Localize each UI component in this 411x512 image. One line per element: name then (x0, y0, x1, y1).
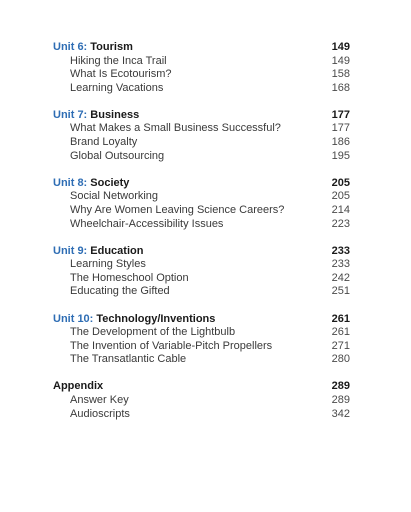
lesson-entry[interactable] (53, 326, 350, 340)
unit-title (53, 109, 139, 123)
unit-number-label: Unit 9: (53, 244, 91, 257)
appendix-entry-title: Audioscripts (70, 407, 130, 420)
lesson-entry[interactable] (53, 218, 350, 232)
table-of-contents (53, 41, 350, 435)
lesson-entry[interactable] (53, 190, 350, 204)
lesson-page-number: 149 (331, 54, 350, 67)
toc-appendix (53, 380, 350, 421)
lesson-page-number: 251 (331, 285, 350, 298)
appendix-entry[interactable] (53, 394, 350, 408)
appendix-entry-title: Answer Key (70, 393, 129, 406)
lesson-title: Brand Loyalty (70, 136, 138, 149)
lesson-page-number: 186 (331, 136, 350, 149)
appendix-page-number: 289 (331, 380, 350, 393)
unit-page-number: 177 (331, 108, 350, 121)
lesson-entry[interactable] (53, 285, 350, 299)
lesson-page-number: 168 (331, 81, 350, 94)
lesson-title: The Homeschool Option (70, 271, 189, 284)
unit-name: Business (90, 108, 140, 121)
lesson-page-number: 261 (331, 326, 350, 339)
lesson-title: The Invention of Variable-Pitch Propellers (70, 339, 273, 352)
lesson-page-number: 205 (331, 190, 350, 203)
lesson-entry[interactable] (53, 272, 350, 286)
appendix-title: Appendix (53, 380, 104, 393)
lesson-title: The Development of the Lightbulb (70, 326, 236, 339)
lesson-entry[interactable] (53, 353, 350, 367)
toc-unit-7 (53, 109, 350, 163)
unit-heading[interactable] (53, 245, 350, 259)
lesson-page-number: 271 (331, 339, 350, 352)
unit-number-label: Unit 8: (53, 176, 91, 189)
appendix-entry-page-number: 342 (331, 407, 350, 420)
toc-unit-8 (53, 177, 350, 231)
lesson-page-number: 195 (331, 149, 350, 162)
unit-page-number: 233 (331, 244, 350, 257)
unit-title (53, 245, 143, 259)
unit-number-label: Unit 7: (53, 108, 91, 121)
toc-unit-6 (53, 41, 350, 95)
unit-number-label: Unit 6: (53, 41, 91, 53)
unit-title (53, 313, 215, 327)
unit-name: Education (90, 244, 144, 257)
toc-unit-9 (53, 245, 350, 299)
lesson-entry[interactable] (53, 258, 350, 272)
lesson-page-number: 223 (331, 217, 350, 230)
lesson-page-number: 233 (331, 258, 350, 271)
lesson-entry[interactable] (53, 150, 350, 164)
lesson-entry[interactable] (53, 122, 350, 136)
unit-page-number: 205 (331, 176, 350, 189)
unit-name: Tourism (90, 41, 133, 53)
lesson-title: Why Are Women Leaving Science Careers? (70, 203, 285, 216)
unit-heading[interactable] (53, 109, 350, 123)
lesson-entry[interactable] (53, 68, 350, 82)
unit-name: Technology/Inventions (96, 312, 216, 325)
appendix-entry[interactable] (53, 408, 350, 422)
lesson-title: Global Outsourcing (70, 149, 165, 162)
lesson-entry[interactable] (53, 340, 350, 354)
unit-page-number: 149 (331, 41, 350, 53)
unit-title (53, 41, 133, 55)
unit-heading[interactable] (53, 41, 350, 55)
lesson-page-number: 177 (331, 122, 350, 135)
unit-heading[interactable] (53, 177, 350, 191)
lesson-title: Wheelchair-Accessibility Issues (70, 217, 224, 230)
unit-title (53, 177, 129, 191)
lesson-entry[interactable] (53, 82, 350, 96)
lesson-title: The Transatlantic Cable (70, 353, 187, 366)
unit-name: Society (90, 176, 130, 189)
toc-unit-10 (53, 313, 350, 367)
lesson-entry[interactable] (53, 136, 350, 150)
lesson-title: Educating the Gifted (70, 285, 170, 298)
lesson-page-number: 280 (331, 353, 350, 366)
lesson-title: Social Networking (70, 190, 159, 203)
lesson-title: Hiking the Inca Trail (70, 54, 167, 67)
appendix-heading[interactable] (53, 380, 350, 394)
lesson-title: Learning Styles (70, 258, 146, 271)
lesson-entry[interactable] (53, 55, 350, 69)
lesson-page-number: 158 (331, 68, 350, 81)
lesson-page-number: 214 (331, 203, 350, 216)
appendix-entry-page-number: 289 (331, 393, 350, 406)
lesson-title: What Makes a Small Business Successful? (70, 122, 281, 135)
lesson-entry[interactable] (53, 204, 350, 218)
unit-number-label: Unit 10: (53, 312, 97, 325)
lesson-title: What Is Ecotourism? (70, 68, 172, 81)
unit-page-number: 261 (331, 312, 350, 325)
lesson-title: Learning Vacations (70, 81, 164, 94)
lesson-page-number: 242 (331, 271, 350, 284)
unit-heading[interactable] (53, 313, 350, 327)
